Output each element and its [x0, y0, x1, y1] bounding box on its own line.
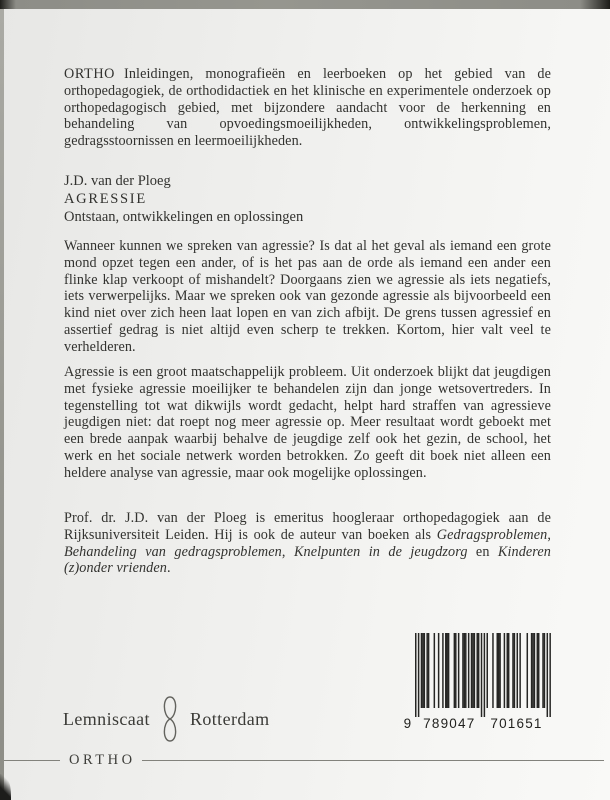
publisher-imprint — [63, 690, 270, 748]
author-name: J.D. van der Ploeg — [64, 173, 171, 189]
title-block — [64, 172, 303, 226]
book-subtitle: Ontstaan, ontwikkelingen en oplossingen — [64, 209, 304, 225]
svg-text:701651: 701651 — [490, 716, 543, 731]
publisher-name: Lemniscaat — [63, 708, 150, 729]
footer-series-label: ORTHO — [69, 752, 136, 768]
footer-rule — [0, 752, 610, 768]
footer-rule-left-line — [4, 760, 60, 761]
svg-text:9: 9 — [403, 716, 413, 731]
publisher-city: Rotterdam — [189, 708, 270, 729]
book-top-edge — [0, 0, 610, 9]
paragraph-intro: Wanneer kunnen we spreken van agressie? Is dat al het geval als iemand een grote mond opzet tegen een ander, of is het pas aan de orde als iemand een ander een flinke klap verkoopt of mishandelt? Doorgaans zien we agressie als iets negatiefs, iets verwerpelijks. Maar we spreken ook van gezonde agressie als bijvoorbeeld een kind niet over zich heen laat lopen en van zich afbijt. De grens tussen agressief en assertief gedrag is niet altijd even scherp te trekken. Kortom, hier valt veel te verhelderen. — [64, 238, 551, 355]
lemniscate-icon — [158, 692, 182, 746]
series-name: ORTHO — [64, 66, 116, 82]
paragraph-main: Agressie is een groot maatschappelijk probleem. Uit onderzoek blijkt dat jeugdigen met fysieke agressie moeilijker te behandelen zijn dan jonge wetsovertreders. In tegenstelling tot wat dikwijls wordt gedacht, helpt hard straffen van agressieve jeugdigen niet: dat roept nog meer agressie op. Meer resultaat wordt geboekt met een brede aanpak waarbij behalve de jeugdige zelf ook het gezin, de school, het werk en het sociale netwerk worden betrokken. Zo geeft dit boek niet alleen een heldere analyse van agressie, maar ook mogelijke oplossingen. — [64, 364, 551, 481]
barcode-svg — [402, 633, 552, 731]
footer-rule-right-line — [142, 760, 604, 761]
book-title: AGRESSIE — [64, 191, 147, 207]
isbn-barcode — [402, 633, 552, 736]
svg-text:789047: 789047 — [423, 716, 476, 731]
series-blurb — [64, 66, 551, 150]
author-bio: Prof. dr. J.D. van der Ploeg is emeritus hoogleraar orthopedagogiek aan de Rijksuniversiteit Leiden. Hij is ook de auteur van boeken als Gedragsproblemen, Behandeling van gedragsproblemen, Knelpunten in de jeugdzorg en Kinderen (z)onder vrienden. — [64, 510, 551, 577]
series-description: Inleidingen, monografieën en leerboeken op het gebied van de orthopedagogiek, de orthodidactiek en het klinische en experimentele onderzoek op orthopedagogisch gebied, met bijzondere aandacht voor de herkenning en behandeling van opvoedingsmoeilijkheden, ontwikkelingsproblemen, gedragsstoornissen en leermoeilijkheden. — [64, 66, 551, 150]
bottom-left-shadow — [0, 774, 11, 800]
book-left-edge — [0, 9, 4, 800]
